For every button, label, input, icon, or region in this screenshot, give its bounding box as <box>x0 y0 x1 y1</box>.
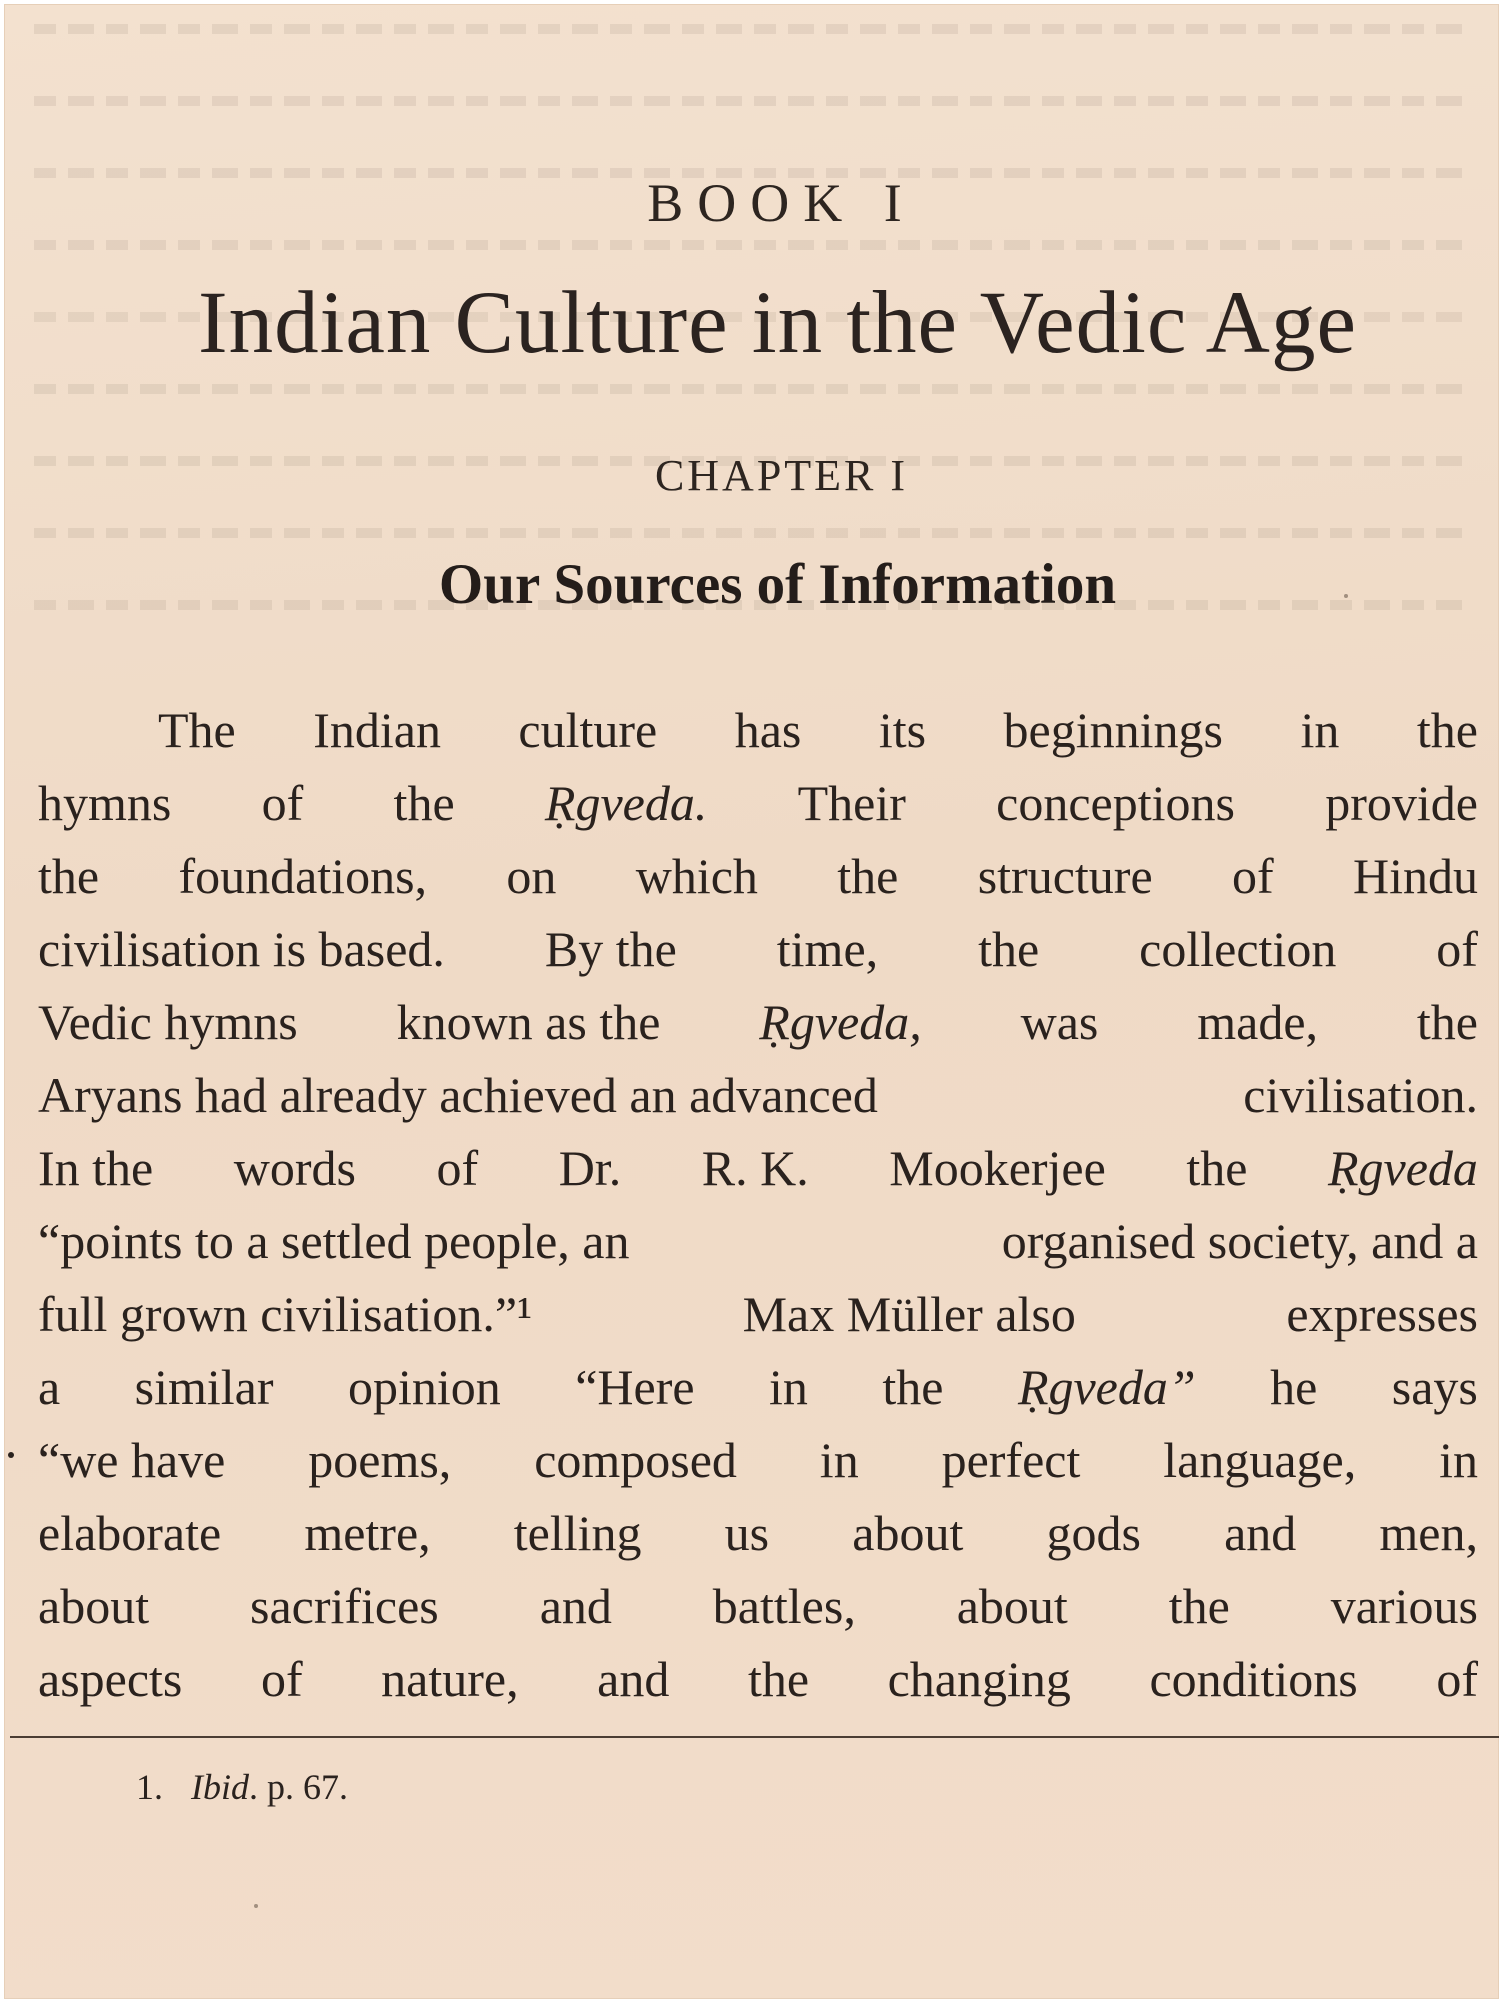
word: changing <box>887 1651 1071 1707</box>
footnote-rule <box>10 1736 1499 1738</box>
word: foundations, <box>178 848 428 904</box>
word: in <box>819 1432 859 1488</box>
word: The <box>158 702 236 758</box>
word: battles, <box>712 1578 856 1634</box>
word: in <box>1300 702 1340 758</box>
italic-word: Ṛgveda, <box>759 994 922 1050</box>
text-line <box>38 1643 1478 1716</box>
word: full grown civilisation.”¹ <box>38 1286 533 1342</box>
word: hymns <box>38 775 172 831</box>
word: the <box>38 848 100 904</box>
word: the <box>393 775 455 831</box>
word: words <box>233 1140 356 1196</box>
word: was <box>1020 994 1099 1050</box>
word: he <box>1270 1359 1318 1415</box>
word: opinion <box>347 1359 501 1415</box>
text-line <box>38 913 1478 986</box>
word: us <box>724 1505 770 1561</box>
word: Indian <box>313 702 441 758</box>
text-line <box>38 767 1478 840</box>
text-line <box>38 1132 1478 1205</box>
word: in <box>769 1359 808 1415</box>
word: Hindu <box>1352 848 1478 904</box>
word: language, <box>1163 1432 1357 1488</box>
word: in <box>1439 1432 1478 1488</box>
paper-speck <box>254 1904 258 1908</box>
word: of <box>261 775 304 831</box>
text-line <box>38 840 1478 913</box>
word: telling <box>513 1505 642 1561</box>
word: and <box>597 1651 670 1707</box>
word: has <box>734 702 802 758</box>
word: made, <box>1197 994 1319 1050</box>
book-label: BOOK I <box>647 173 916 233</box>
word: Mookerjee <box>889 1140 1106 1196</box>
word: organised society, and a <box>1001 1213 1478 1269</box>
word: metre, <box>304 1505 431 1561</box>
word: similar <box>134 1359 274 1415</box>
word: “Here <box>575 1359 695 1415</box>
word: Dr. <box>558 1140 622 1196</box>
chapter-label: CHAPTER I <box>654 451 909 500</box>
text-line <box>38 694 1478 767</box>
word: culture <box>518 702 658 758</box>
word: structure <box>977 848 1153 904</box>
footnote-ref: Ibid <box>191 1767 249 1807</box>
word: provide <box>1325 775 1478 831</box>
word: which <box>635 848 758 904</box>
word: Vedic hymns <box>38 994 298 1050</box>
word: nature, <box>381 1651 519 1707</box>
chapter-title: Our Sources of Information <box>438 553 1117 616</box>
word: and <box>1224 1505 1297 1561</box>
text-line <box>38 1278 1478 1351</box>
word: the <box>1416 702 1478 758</box>
word: aspects <box>38 1651 183 1707</box>
word: “we have <box>38 1432 226 1488</box>
word: Their <box>797 775 906 831</box>
word: conceptions <box>996 775 1235 831</box>
word: the <box>747 1651 810 1707</box>
word: In the <box>38 1140 154 1196</box>
word: “points to a settled people, an <box>38 1213 630 1269</box>
word: By the <box>544 921 677 977</box>
italic-word: Ṛgveda” <box>1017 1359 1196 1415</box>
book-title: Indian Culture in the Vedic Age <box>198 274 1357 372</box>
word: poems, <box>308 1432 452 1488</box>
word: about <box>38 1578 150 1634</box>
word: known as the <box>396 994 661 1050</box>
word: R. K. <box>701 1140 809 1196</box>
footnote-number: 1. <box>136 1767 163 1807</box>
word: expresses <box>1286 1286 1478 1342</box>
word: time, <box>776 921 879 977</box>
text-line <box>38 1059 1478 1132</box>
italic-word: Ṛgveda <box>1327 1140 1478 1196</box>
footnote-page: . p. 67. <box>249 1767 348 1807</box>
word: men, <box>1379 1505 1478 1561</box>
footnote <box>136 1766 348 1808</box>
word: the <box>837 848 899 904</box>
word: the <box>1186 1140 1248 1196</box>
word: about <box>956 1578 1068 1634</box>
word: and <box>539 1578 612 1634</box>
book-page <box>4 4 1499 1999</box>
word: of <box>1231 848 1274 904</box>
text-line <box>38 1497 1478 1570</box>
word: various <box>1330 1578 1478 1634</box>
word: about <box>852 1505 964 1561</box>
word: of <box>1436 1651 1478 1707</box>
text-line <box>38 1205 1478 1278</box>
word: perfect <box>941 1432 1081 1488</box>
text-line <box>38 986 1478 1059</box>
word: sacrifices <box>250 1578 439 1634</box>
word: civilisation. <box>1243 1067 1478 1123</box>
word: composed <box>534 1432 737 1488</box>
body-paragraph <box>38 694 1478 1716</box>
word: Aryans had already achieved an advanced <box>38 1067 878 1123</box>
word: elaborate <box>38 1505 222 1561</box>
word: collection <box>1139 921 1337 977</box>
paper-speck <box>1344 594 1348 598</box>
word: the <box>882 1359 944 1415</box>
margin-mark <box>8 1452 14 1458</box>
word: its <box>878 702 927 758</box>
word: beginnings <box>1003 702 1223 758</box>
word: of <box>260 1651 303 1707</box>
word: the <box>978 921 1040 977</box>
word: the <box>1416 994 1478 1050</box>
text-line <box>38 1570 1478 1643</box>
text-line <box>38 1424 1478 1497</box>
word: of <box>436 1140 479 1196</box>
italic-word: Ṛgveda. <box>544 775 708 831</box>
word: civilisation is based. <box>38 921 445 977</box>
word: a <box>38 1359 61 1415</box>
word: of <box>1436 921 1478 977</box>
word: the <box>1168 1578 1230 1634</box>
word: conditions <box>1149 1651 1358 1707</box>
word: on <box>506 848 557 904</box>
word: gods <box>1046 1505 1141 1561</box>
word: says <box>1391 1359 1478 1415</box>
word: Max Müller also <box>742 1286 1076 1342</box>
text-line <box>38 1351 1478 1424</box>
